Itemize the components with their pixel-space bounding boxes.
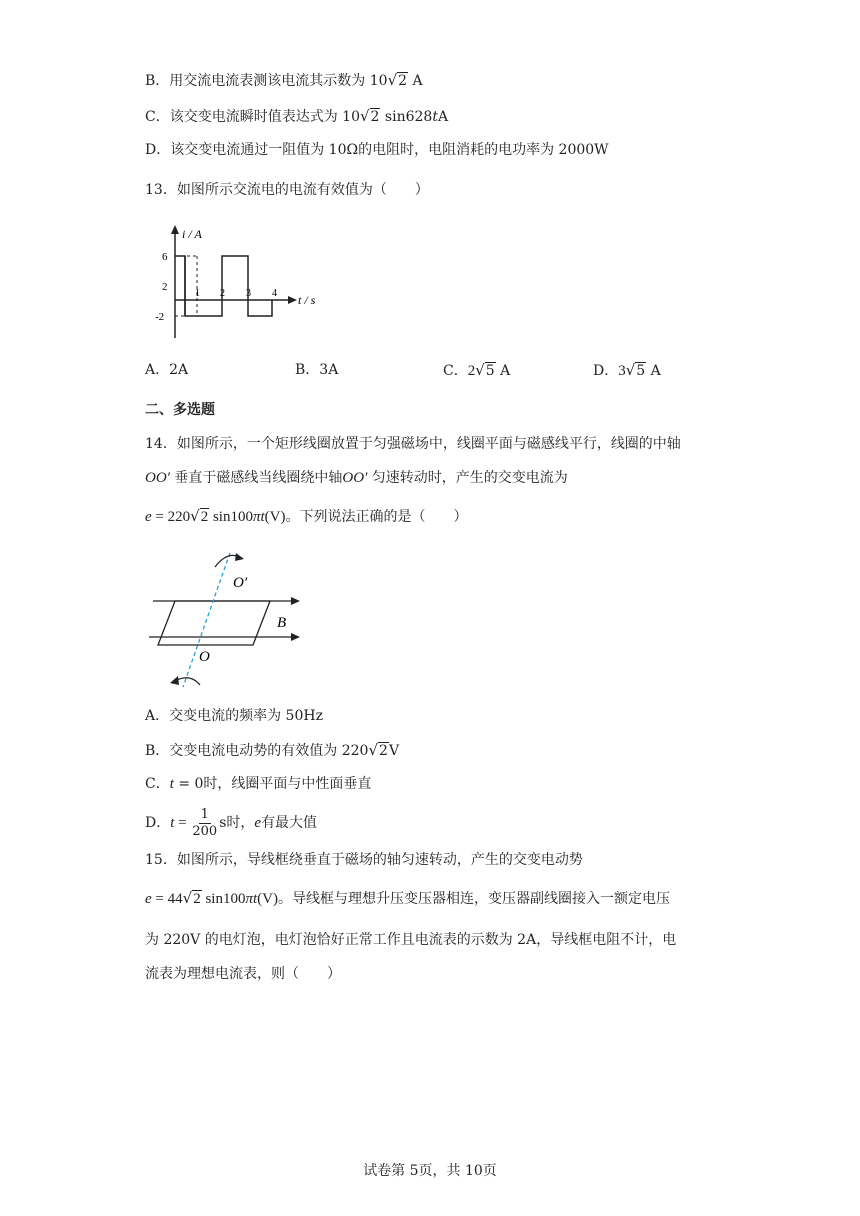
q15-line4: 流表为理想电流表，则（ ）	[145, 966, 341, 982]
q13-option-c: C．2√5 A	[443, 361, 511, 379]
x-tick-2: 2	[220, 288, 225, 299]
q14-option-c: C．t = 0时，线圈平面与中性面垂直	[145, 776, 372, 792]
sqrt-symbol: √2	[368, 741, 388, 759]
q13-options	[145, 360, 705, 382]
field-arrow-icon	[291, 633, 300, 641]
q13-option-a: A．2A	[145, 362, 189, 378]
q12-option-b: B．用交流电流表测该电流其示数为 10√2 A	[145, 71, 423, 89]
sqrt-symbol: √2	[359, 107, 380, 125]
y-tick-neg2: -2	[155, 311, 165, 323]
q14-line1: 14．如图所示，一个矩形线圈放置于匀强磁场中，线圈平面与磁感线平行，线圈的中轴	[145, 436, 681, 452]
x-tick-4: 4	[272, 288, 277, 299]
q14-option-d: D．t = $\frac{1}{200}$ s时，e有最大值	[145, 806, 318, 839]
fraction: $\frac{1}{200}$	[192, 806, 218, 839]
section-title: 二、多选题	[145, 402, 215, 418]
q12-option-d: D．该交变电流通过一阻值为 10Ω的电阻时，电阻消耗的电功率为 2000W	[145, 142, 609, 158]
square-wave-line	[175, 256, 272, 316]
y-tick-6: 6	[162, 251, 168, 263]
rotation-axis	[183, 553, 230, 687]
q15-line3: 为 220V 的电灯泡，电灯泡恰好正常工作且电流表的示数为 2A，导线框电阻不计，电	[145, 932, 677, 948]
y-axis-arrow-icon	[171, 225, 179, 234]
q15-line1: 15．如图所示，导线框绕垂直于磁场的轴匀速转动，产生的交变电动势	[145, 852, 583, 868]
y-tick-2: 2	[162, 281, 168, 293]
sqrt-symbol: √2	[182, 889, 201, 907]
q13-option-b: B．3A	[295, 362, 339, 378]
sqrt-symbol: √5	[625, 361, 646, 379]
graph-x-label: t / s	[298, 293, 316, 307]
sqrt-symbol: √2	[190, 507, 209, 525]
q15-line2: e = 44√2 sin100πt(V)。导线框与理想升压变压器相连，变压器副线圈接入一额定电压	[145, 889, 670, 907]
label-b: B	[277, 615, 287, 631]
x-tick-3: 3	[246, 288, 251, 299]
q13-option-d: D．3√5 A	[593, 361, 661, 379]
page-footer: 试卷第 5页，共 10页	[363, 1163, 497, 1179]
field-arrow-icon	[291, 597, 300, 605]
q14-line2: OO′ 垂直于磁感线当线圈绕中轴OO′ 匀速转动时，产生的交变电流为	[145, 470, 568, 486]
graph-y-label: i / A	[182, 227, 202, 241]
label-o: O	[199, 649, 210, 665]
label-o-prime: O′	[233, 575, 248, 591]
sqrt-symbol: √2	[387, 71, 408, 89]
x-tick-1: 1	[195, 288, 200, 299]
q14-equation: e = 220√2 sin100πt(V)。下列说法正确的是（ ）	[145, 507, 468, 525]
q14-coil-figure	[145, 545, 315, 693]
q13-current-graph	[150, 220, 350, 345]
q14-option-a: A．交变电流的频率为 50Hz	[145, 708, 323, 724]
q14-option-b: B．交变电流电动势的有效值为 220√2V	[145, 741, 400, 759]
sqrt-symbol: √5	[475, 361, 495, 379]
coil-rectangle	[158, 601, 270, 645]
q13-stem: 13．如图所示交流电的电流有效值为（ ）	[145, 182, 429, 198]
q12-option-c: C．该交变电流瞬时值表达式为 10√2 sin628tA	[145, 107, 449, 125]
x-axis-arrow-icon	[288, 296, 297, 304]
